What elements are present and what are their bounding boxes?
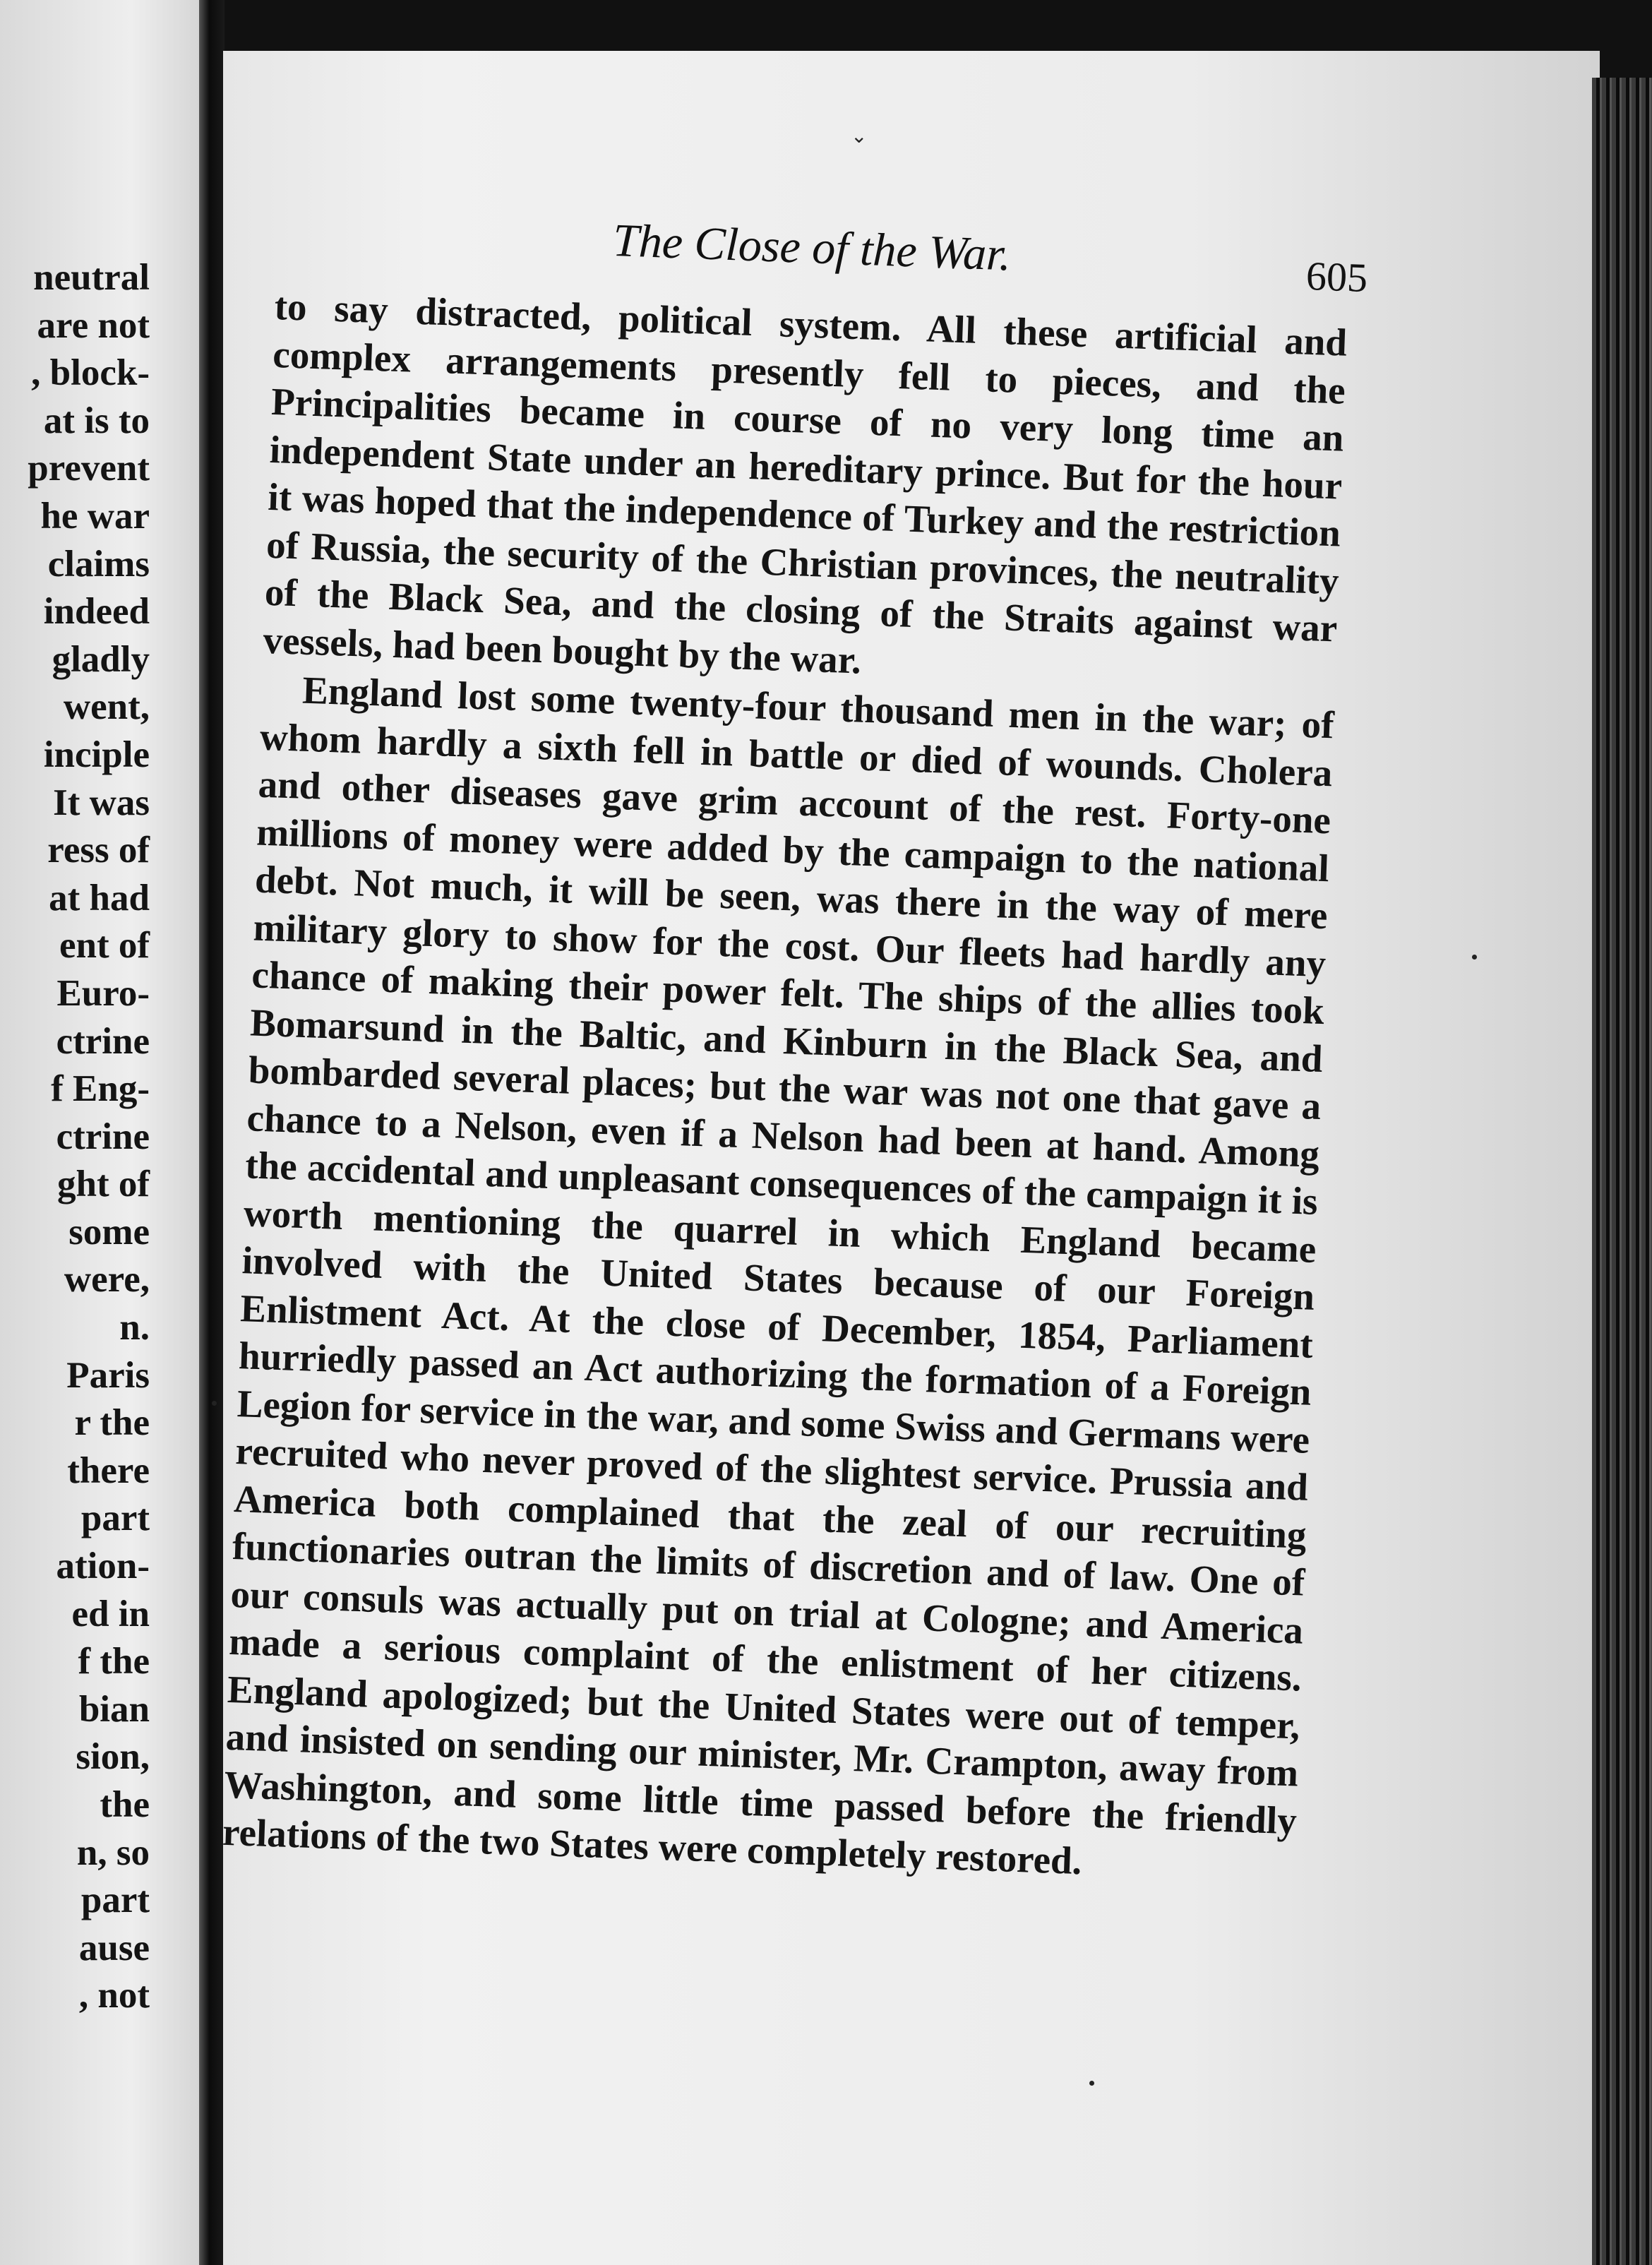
previous-page-line: Paris (66, 1354, 150, 1396)
previous-page-line: gladly (52, 638, 150, 680)
previous-page-line: were, (64, 1259, 150, 1301)
previous-page-line: Euro- (56, 972, 150, 1014)
previous-page-line: there (67, 1450, 150, 1491)
previous-page-line: ed in (71, 1593, 150, 1634)
previous-page-line: f the (78, 1641, 150, 1683)
book-spine (199, 0, 225, 2265)
previous-page-line: ause (78, 1927, 150, 1968)
speck (1472, 955, 1477, 960)
speck (212, 1401, 217, 1406)
page-number: 605 (1305, 252, 1369, 301)
previous-page-line: ation- (56, 1546, 150, 1587)
previous-page-line: inciple (43, 734, 150, 775)
paragraph: England lost some twenty-four thousand men in the war; of whom hardly a sixth fell in battle or died of wounds. Cholera and other diseases gave grim account of the rest. Forty-one millions of money were added by the campaign to the national debt. Not much, it will be seen, was there in the way of mere military glory to show for the cost. Our fleets had hardly any chance of making their power felt. The ships of the allies took Bomarsund in the Baltic, and Kinburn in the Black Sea, and bombarded several places; but the war was not one that gave a chance to a Nelson, even if a Nelson had been at hand. Among the accidental and unpleasant consequences of the campaign it is worth mentioning the quarrel in which England became involved with the United States because of our Foreign Enlistment Act. At the close of December, 1854, Parliament hurriedly passed an Act authorizing the formation of a Foreign Legion for service in the war, and some Swiss and Germans were recruited who never proved of the slightest service. Prussia and America both complained that the zeal of our recruiting functionaries outran the limits of discretion and of law. One of our consuls was actually put on trial at Cologne; and America made a serious complaint of the enlistment of her citizens. England apologized; but the United States were out of temper, and insisted on sending our minister, Mr. Crampton, away from Washington, and some little time passed before the friendly relations of the two States were completely restored. (222, 668, 1335, 1883)
previous-page-line: are not (37, 304, 150, 346)
previous-page-line: some (68, 1211, 150, 1253)
previous-page-line: f Eng- (51, 1068, 150, 1110)
page-edges (1592, 78, 1652, 2265)
previous-page-line: ctrine (56, 1116, 150, 1157)
previous-page-line: n. (119, 1307, 150, 1349)
previous-page-line: r the (74, 1402, 150, 1444)
previous-page-line: went, (63, 686, 150, 728)
body-text (222, 282, 1348, 1892)
running-head: The Close of the War. (611, 214, 1012, 281)
previous-page-line: part (80, 1498, 150, 1539)
previous-page-line: ent of (59, 925, 150, 967)
previous-page-line: ght of (56, 1164, 150, 1205)
previous-page-line: It was (53, 782, 150, 823)
previous-page-line: indeed (43, 591, 150, 633)
previous-page-line: , block- (31, 352, 150, 394)
previous-page-line: at had (49, 877, 150, 919)
speck (1089, 2081, 1094, 2086)
previous-page-line: he war (40, 495, 150, 537)
previous-page-line: the (100, 1784, 150, 1825)
previous-page-line: ress of (47, 830, 150, 871)
previous-page-line: n, so (76, 1831, 150, 1873)
previous-page-line: bian (78, 1688, 150, 1730)
previous-page-line: ctrine (56, 1020, 150, 1062)
previous-page-line: at is to (43, 400, 150, 441)
previous-page-text (0, 254, 150, 2020)
previous-page-line: claims (47, 543, 150, 585)
previous-page-line: sion, (76, 1736, 150, 1778)
previous-page-line: neutral (33, 257, 150, 298)
previous-page-strip (0, 0, 219, 2265)
previous-page-line: part (80, 1879, 150, 1921)
previous-page-line: prevent (28, 448, 150, 489)
previous-page-line: , not (78, 1975, 150, 2016)
print-mark: ⌄ (851, 124, 868, 148)
paragraph: to say distracted, political system. All these artificial and complex arrangements presently fell to pieces, and the Principalities became in course of no very long time an independent State under an hereditary prince. But for the hour it was hoped that the independence of Turkey and the restriction of Russia, the security of the Christian provinces, the neutrality of the Black Sea, and the closing of the Straits against war vessels, had been bought by the war. (262, 284, 1348, 682)
